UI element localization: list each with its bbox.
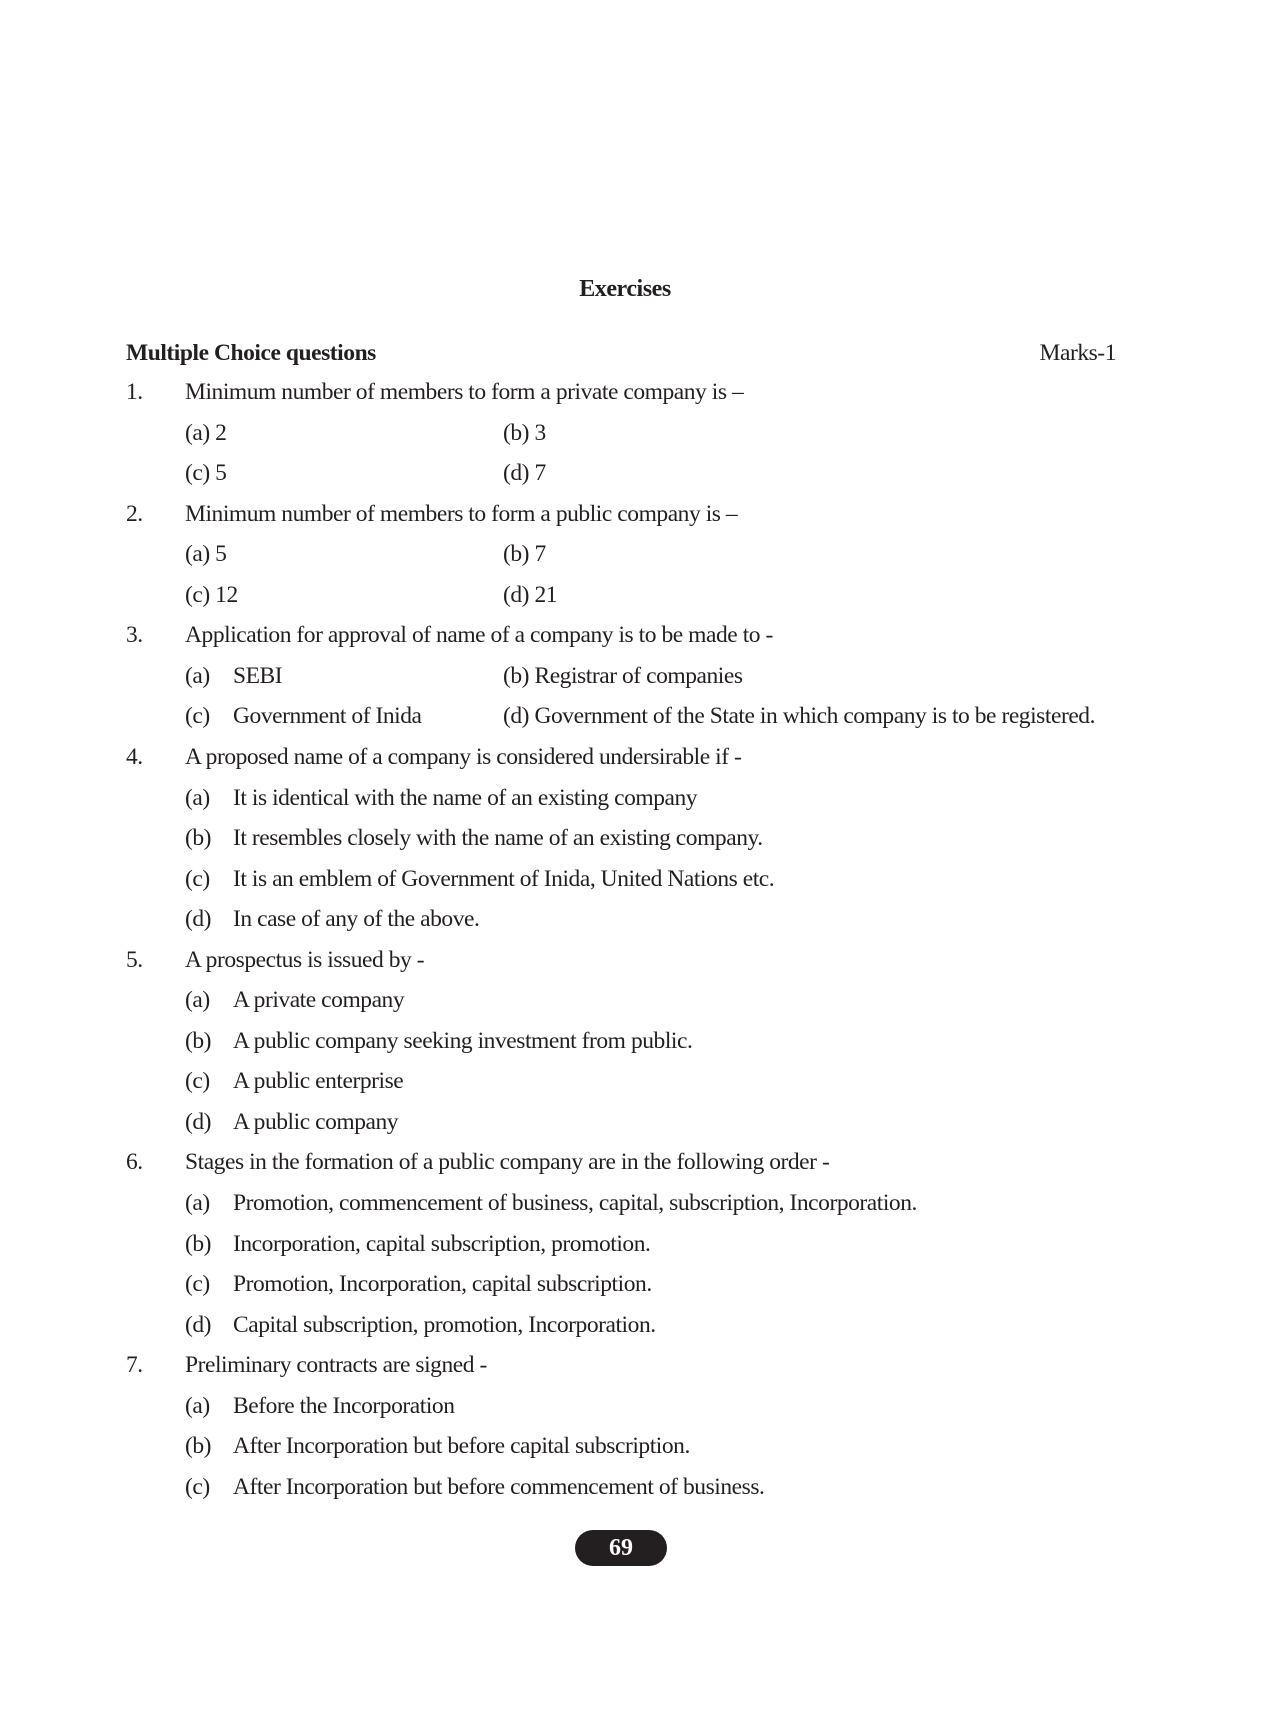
option-key: (c) bbox=[185, 1068, 210, 1095]
option-text: A public company bbox=[233, 1108, 399, 1135]
page-number: 69 bbox=[575, 1530, 667, 1566]
option-text: A public company seeking investment from public. bbox=[233, 1027, 693, 1054]
option-text: It resembles closely with the name of an existing company. bbox=[233, 825, 763, 852]
option-key: (d) bbox=[185, 906, 212, 933]
page-title: Exercises bbox=[579, 276, 671, 302]
question-text: Application for approval of name of a company is to be made to - bbox=[185, 622, 773, 649]
question-number: 4. bbox=[126, 743, 143, 770]
option-key: (a) bbox=[185, 987, 210, 1014]
option-key: (b) bbox=[185, 1230, 212, 1257]
option-key: (c) bbox=[185, 703, 210, 730]
option-text: Capital subscription, promotion, Incorporation. bbox=[233, 1311, 656, 1338]
option-key: (b) bbox=[185, 825, 212, 852]
option-text: (d) Government of the State in which company is to be registered. bbox=[503, 703, 1096, 730]
option-text: Promotion, commencement of business, capital, subscription, Incorporation. bbox=[233, 1190, 917, 1216]
option-text: (a) 5 bbox=[185, 541, 227, 568]
option-key: (b) bbox=[185, 1433, 212, 1460]
question-number: 1. bbox=[126, 379, 143, 405]
question-text: Minimum number of members to form a private company is – bbox=[185, 379, 744, 405]
option-text: SEBI bbox=[233, 662, 283, 689]
option-text: Incorporation, capital subscription, promotion. bbox=[233, 1230, 651, 1257]
marks-label: Marks-1 bbox=[1039, 340, 1116, 366]
option-text: Government of Inida bbox=[233, 703, 422, 730]
option-text: (b) Registrar of companies bbox=[503, 662, 743, 689]
question-number: 7. bbox=[126, 1352, 143, 1379]
section-heading: Multiple Choice questions bbox=[126, 340, 376, 366]
option-text: After Incorporation but before commencement of business. bbox=[233, 1473, 765, 1500]
option-text: It is identical with the name of an existing company bbox=[233, 784, 698, 811]
question-number: 6. bbox=[126, 1149, 143, 1176]
option-text: (d) 7 bbox=[503, 460, 546, 487]
question-text: Stages in the formation of a public company are in the following order - bbox=[185, 1149, 830, 1176]
question-number: 3. bbox=[126, 622, 143, 649]
option-text: (b) 3 bbox=[503, 419, 546, 446]
option-key: (a) bbox=[185, 1392, 210, 1419]
option-text: (c) 5 bbox=[185, 460, 227, 487]
option-text: It is an emblem of Government of Inida, United Nations etc. bbox=[233, 865, 775, 892]
option-key: (c) bbox=[185, 1473, 210, 1500]
option-text: A public enterprise bbox=[233, 1068, 404, 1095]
question-text: Minimum number of members to form a public company is – bbox=[185, 500, 738, 527]
option-key: (a) bbox=[185, 1190, 210, 1216]
option-key: (b) bbox=[185, 1027, 212, 1054]
option-text: (c) 12 bbox=[185, 581, 238, 608]
option-text: After Incorporation but before capital subscription. bbox=[233, 1433, 690, 1460]
question-text: Preliminary contracts are signed - bbox=[185, 1352, 487, 1379]
option-text: (d) 21 bbox=[503, 581, 558, 608]
option-text: (a) 2 bbox=[185, 419, 227, 446]
option-key: (d) bbox=[185, 1311, 212, 1338]
option-key: (c) bbox=[185, 865, 210, 892]
question-text: A proposed name of a company is considered undersirable if - bbox=[185, 743, 742, 770]
option-text: (b) 7 bbox=[503, 541, 546, 568]
option-key: (d) bbox=[185, 1108, 212, 1135]
option-text: Promotion, Incorporation, capital subscription. bbox=[233, 1271, 652, 1298]
option-text: In case of any of the above. bbox=[233, 906, 480, 933]
question-number: 2. bbox=[126, 500, 143, 527]
option-key: (c) bbox=[185, 1271, 210, 1298]
option-text: A private company bbox=[233, 987, 405, 1014]
question-number: 5. bbox=[126, 946, 143, 973]
question-text: A prospectus is issued by - bbox=[185, 946, 425, 973]
option-text: Before the Incorporation bbox=[233, 1392, 455, 1419]
option-key: (a) bbox=[185, 784, 210, 811]
option-key: (a) bbox=[185, 662, 210, 689]
